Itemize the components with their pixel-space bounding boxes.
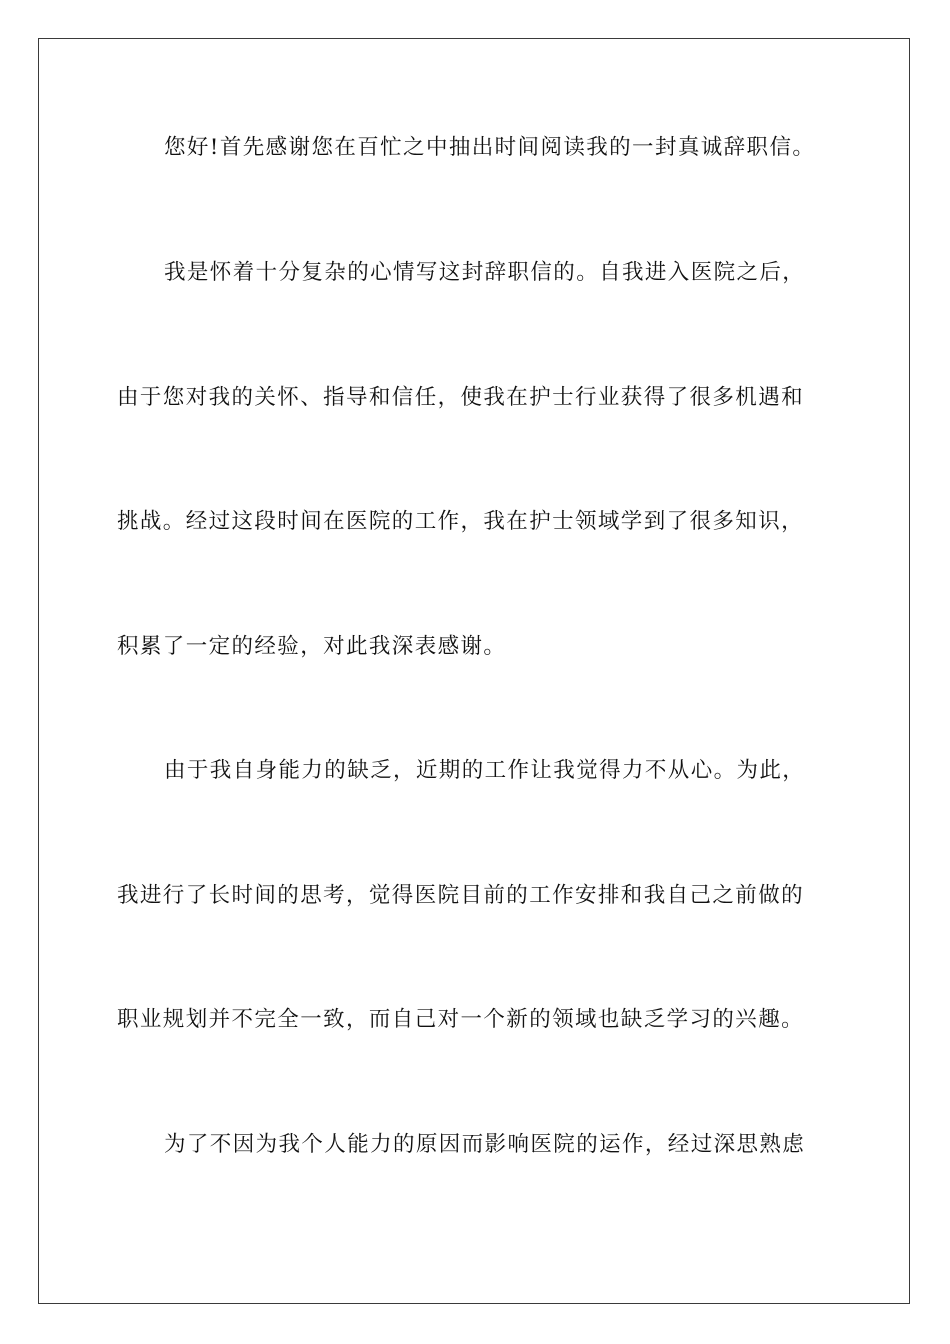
paragraph-2-line-2: 由于您对我的关怀、指导和信任，使我在护士行业获得了很多机遇和 bbox=[117, 385, 805, 410]
paragraph-greeting-line: 您好!首先感谢您在百忙之中抽出时间阅读我的一封真诚辞职信。 bbox=[164, 135, 816, 160]
paragraph-3-line-2: 我进行了长时间的思考，觉得医院目前的工作安排和我自己之前做的 bbox=[117, 883, 805, 908]
paragraph-4-line-1: 为了不因为我个人能力的原因而影响医院的运作，经过深思熟虑 bbox=[164, 1132, 806, 1157]
paragraph-2-line-3: 挑战。经过这段时间在医院的工作，我在护士领域学到了很多知识， bbox=[117, 509, 805, 534]
paragraph-3-line-3: 职业规划并不完全一致，而自己对一个新的领域也缺乏学习的兴趣。 bbox=[117, 1007, 805, 1032]
paragraph-3-line-1: 由于我自身能力的缺乏，近期的工作让我觉得力不从心。为此， bbox=[164, 758, 806, 783]
paragraph-2-line-4: 积累了一定的经验，对此我深表感谢。 bbox=[117, 634, 507, 659]
page-border bbox=[38, 38, 910, 1304]
paragraph-2-line-1: 我是怀着十分复杂的心情写这封辞职信的。自我进入医院之后， bbox=[164, 260, 806, 285]
